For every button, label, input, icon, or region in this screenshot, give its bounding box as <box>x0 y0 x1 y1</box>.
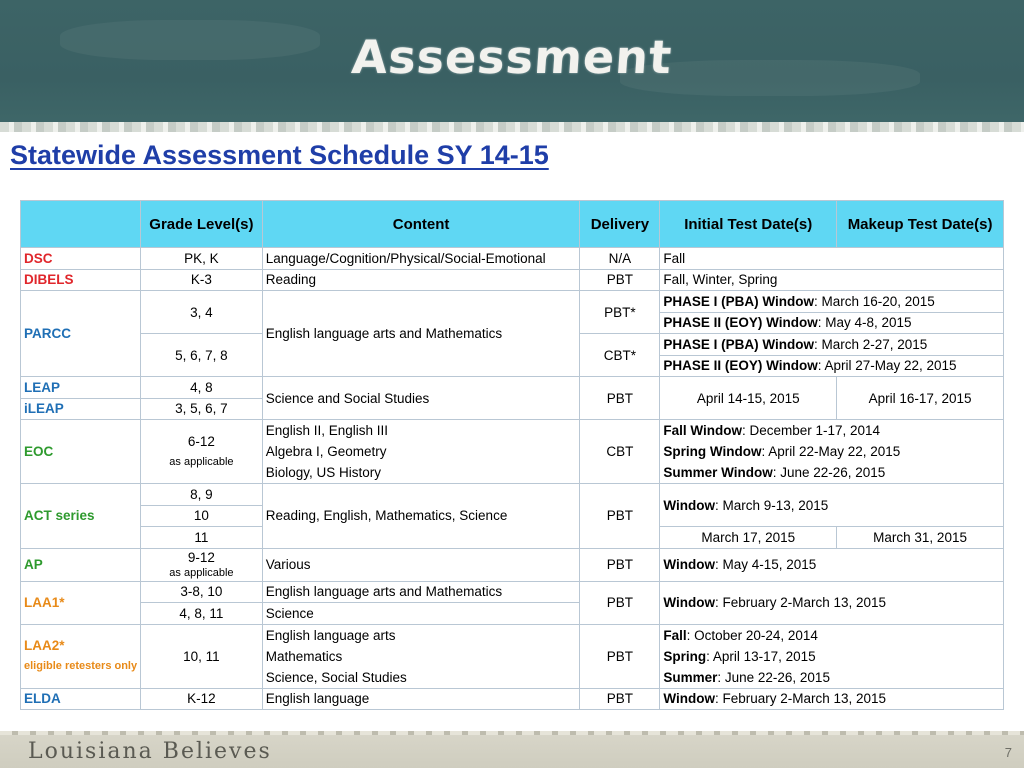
content-cell: English language arts and Mathematics <box>262 581 580 603</box>
table-row <box>21 420 1004 484</box>
delivery-cell: CBT <box>580 420 660 484</box>
makeup-date-cell: April 16-17, 2015 <box>837 377 1004 420</box>
grade-value: 6-12 <box>187 433 215 449</box>
assessment-name: DIBELS <box>21 269 141 291</box>
content-line: Biology, US History <box>265 465 381 480</box>
window-label: Fall Window <box>663 423 742 438</box>
content-cell: Science <box>262 603 580 625</box>
initial-date-cell: March 17, 2015 <box>660 527 837 549</box>
header-cell: Delivery <box>580 201 660 248</box>
table-row <box>21 624 1004 688</box>
grade-cell: 4, 8 <box>141 377 263 399</box>
assessment-name: LAA2* <box>24 638 65 653</box>
header-cell: Content <box>262 201 580 248</box>
dates-cell <box>660 484 1004 527</box>
grade-cell: K-12 <box>141 688 263 710</box>
dates-cell <box>660 581 1004 624</box>
window-dates: : March 9-13, 2015 <box>714 497 829 513</box>
table-row <box>21 581 1004 603</box>
window-dates: : June 22-26, 2015 <box>717 669 830 685</box>
delivery-cell: PBT <box>580 484 660 549</box>
assessment-name: ACT series <box>21 484 141 549</box>
grade-cell: 11 <box>141 527 263 549</box>
window-label: Window <box>663 691 715 707</box>
window-label: PHASE II (EOY) Window <box>663 358 818 374</box>
delivery-cell: PBT <box>580 688 660 710</box>
grade-cell: 4, 8, 11 <box>141 603 263 625</box>
delivery-cell: CBT* <box>580 334 660 377</box>
grade-cell <box>141 420 263 484</box>
grade-cell: PK, K <box>141 248 263 270</box>
content-line: English II, English III <box>265 423 389 438</box>
initial-date-cell: April 14-15, 2015 <box>660 377 837 420</box>
delivery-cell: PBT <box>580 548 660 581</box>
grade-cell: 3, 4 <box>141 291 263 334</box>
table-row <box>21 248 1004 270</box>
brand-logo-text: Louisiana Believes <box>28 739 272 764</box>
assessment-name: LAA1* <box>21 581 141 624</box>
page-number: 7 <box>1004 745 1012 760</box>
window-label: Window <box>663 595 715 610</box>
table-row <box>21 269 1004 291</box>
window-label: Summer Window <box>663 465 773 480</box>
content-line: Science, Social Studies <box>265 669 407 685</box>
window-dates: : April 27-May 22, 2015 <box>817 358 957 374</box>
window-label: PHASE I (PBA) Window <box>663 293 814 309</box>
window-label: Spring Window <box>663 444 762 459</box>
assessment-name-cell <box>21 624 141 688</box>
dates-cell <box>660 312 1004 334</box>
grade-cell: 3, 5, 6, 7 <box>141 398 263 420</box>
content-cell <box>262 624 580 688</box>
window-label: PHASE I (PBA) Window <box>663 336 814 352</box>
content-cell: Science and Social Studies <box>262 377 580 420</box>
content-cell: Reading <box>262 269 580 291</box>
dates-cell: Fall <box>660 248 1004 270</box>
window-label: Spring <box>663 648 707 664</box>
header-cell: Initial Test Date(s) <box>660 201 837 248</box>
window-dates: : March 16-20, 2015 <box>813 293 935 309</box>
assessment-name: iLEAP <box>21 398 141 420</box>
window-dates: : May 4-8, 2015 <box>817 315 912 331</box>
table-row <box>21 291 1004 313</box>
schedule-subtitle-link[interactable]: Statewide Assessment Schedule SY 14-15 <box>10 140 549 170</box>
delivery-cell: PBT <box>580 624 660 688</box>
dates-cell <box>660 355 1004 377</box>
window-dates: : March 2-27, 2015 <box>813 336 928 352</box>
window-dates: : February 2-March 13, 2015 <box>714 691 887 707</box>
grade-value: 9-12 <box>187 549 215 565</box>
table-row <box>21 377 1004 399</box>
table-row <box>21 484 1004 506</box>
window-dates: : April 22-May 22, 2015 <box>761 444 901 459</box>
content-cell <box>262 420 580 484</box>
content-cell: English language <box>262 688 580 710</box>
content-cell: Various <box>262 548 580 581</box>
grade-note: as applicable <box>169 566 234 579</box>
dates-cell <box>660 291 1004 313</box>
window-label: Fall <box>663 627 687 643</box>
table-row <box>21 548 1004 581</box>
content-line: English language arts <box>265 627 396 643</box>
grade-cell: 3-8, 10 <box>141 581 263 603</box>
content-line: Mathematics <box>265 648 343 664</box>
content-cell: Language/Cognition/Physical/Social-Emotional <box>262 248 580 270</box>
window-dates: : June 22-26, 2015 <box>772 465 886 480</box>
assessment-name: DSC <box>21 248 141 270</box>
delivery-cell: PBT <box>580 581 660 624</box>
grade-cell: 5, 6, 7, 8 <box>141 334 263 377</box>
delivery-cell: PBT <box>580 269 660 291</box>
makeup-date-cell: March 31, 2015 <box>837 527 1004 549</box>
grade-cell <box>141 548 263 581</box>
assessment-note: eligible retesters only <box>24 660 138 672</box>
dates-cell <box>660 420 1004 484</box>
window-dates: : October 20-24, 2014 <box>686 627 818 643</box>
dates-cell <box>660 624 1004 688</box>
header-cell: Makeup Test Date(s) <box>837 201 1004 248</box>
content-cell: Reading, English, Mathematics, Science <box>262 484 580 549</box>
grade-note: as applicable <box>169 455 234 468</box>
dates-cell: Fall, Winter, Spring <box>660 269 1004 291</box>
window-label: Window <box>663 497 715 513</box>
dates-cell <box>660 334 1004 356</box>
window-label: PHASE II (EOY) Window <box>663 315 818 331</box>
table-row <box>21 688 1004 710</box>
assessment-schedule-table <box>20 200 1004 710</box>
dates-cell <box>660 688 1004 710</box>
footer-bar <box>0 731 1024 768</box>
assessment-name: AP <box>21 548 141 581</box>
window-label: Summer <box>663 669 718 685</box>
assessment-name: EOC <box>21 420 141 484</box>
assessment-name: PARCC <box>21 291 141 377</box>
assessment-name: ELDA <box>21 688 141 710</box>
grade-cell: 10 <box>141 505 263 527</box>
table-header-row <box>21 201 1004 248</box>
grade-cell: 8, 9 <box>141 484 263 506</box>
grade-cell: K-3 <box>141 269 263 291</box>
delivery-cell: PBT <box>580 377 660 420</box>
header-cell <box>21 201 141 248</box>
window-dates: : December 1-17, 2014 <box>741 423 881 438</box>
delivery-cell: N/A <box>580 248 660 270</box>
content-line: Algebra I, Geometry <box>265 444 387 459</box>
delivery-cell: PBT* <box>580 291 660 334</box>
window-dates: : May 4-15, 2015 <box>714 557 817 572</box>
dates-cell <box>660 548 1004 581</box>
assessment-name: LEAP <box>21 377 141 399</box>
grade-cell: 10, 11 <box>141 624 263 688</box>
content-cell: English language arts and Mathematics <box>262 291 580 377</box>
slide-title: Assessment <box>350 30 674 84</box>
window-dates: : April 13-17, 2015 <box>706 648 816 664</box>
window-label: Window <box>663 557 715 572</box>
window-dates: : February 2-March 13, 2015 <box>714 595 887 610</box>
header-cell: Grade Level(s) <box>141 201 263 248</box>
